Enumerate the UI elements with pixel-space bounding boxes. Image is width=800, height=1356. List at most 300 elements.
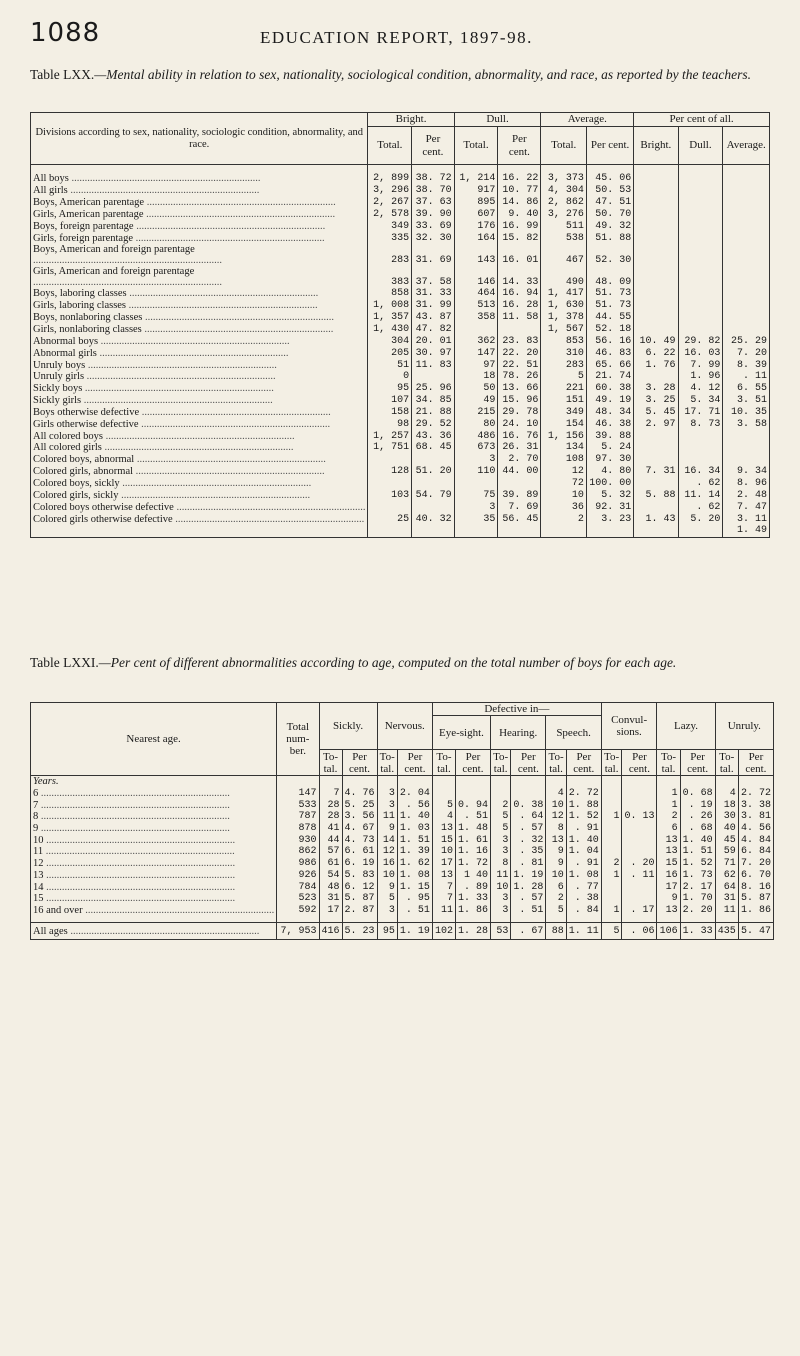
cell-b-tot: 95: [368, 383, 412, 395]
cell-n-t: 5: [377, 893, 397, 905]
cell-b-pc: [412, 525, 455, 537]
cell-p-b: 3. 28: [634, 383, 678, 395]
cell-c-p: [622, 893, 657, 905]
cell-u-t: 62: [715, 870, 738, 882]
cell-b-pc: 29. 52: [412, 418, 455, 430]
cell-a-pc: [586, 525, 633, 537]
cell-p-a: 25. 29: [723, 335, 770, 347]
cell-d-pc: 78. 26: [498, 371, 541, 383]
cell-d-pc: 2. 70: [498, 454, 541, 466]
table-lxxi-body: [31, 776, 774, 940]
cell-p-d: [678, 232, 723, 244]
cell-p-a: 1. 49: [723, 525, 770, 537]
table-row: [31, 395, 770, 407]
cell-a-tot: 221: [541, 383, 586, 395]
cell-h-p: 1. 28: [511, 881, 546, 893]
cell-u-p: 5. 47: [738, 923, 773, 940]
cell-h-p: [511, 788, 546, 800]
cell-p-d: 29. 82: [678, 335, 723, 347]
cell-c-t: [601, 846, 622, 858]
cell-d-tot: 358: [454, 312, 498, 324]
table-row: [31, 407, 770, 419]
table-row: [31, 513, 770, 525]
cell-s-p: 5. 25: [342, 799, 377, 811]
cell-s-t: 41: [319, 823, 342, 835]
cell-b-tot: [368, 501, 412, 513]
cell-a-tot: 1, 378: [541, 312, 586, 324]
cell-p-a: [723, 300, 770, 312]
col-per-cent-of-all: Per cent of all.: [634, 113, 770, 127]
cell-p-a: 3. 11: [723, 513, 770, 525]
cell-d-pc: 16. 99: [498, 220, 541, 232]
cell-d-pc: 44. 00: [498, 466, 541, 478]
cell-e-p: 1 40: [455, 870, 490, 882]
cell-b-tot: 1, 357: [368, 312, 412, 324]
table-row: [31, 324, 770, 336]
cell-u-t: 30: [715, 811, 738, 823]
age-label: 9 .....: [31, 823, 277, 835]
cell-p-d: 11. 14: [678, 489, 723, 501]
cell-c-t: 1: [601, 870, 622, 882]
cell-p-a: [723, 288, 770, 300]
cell-b-pc: 54. 79: [412, 489, 455, 501]
cell-u-p: 3. 38: [738, 799, 773, 811]
cell-s-t: 61: [319, 858, 342, 870]
cell-p-a: 3. 58: [723, 418, 770, 430]
cell-n-p: 1. 03: [397, 823, 432, 835]
cell-n: 862: [277, 846, 319, 858]
cell-d-pc: 7. 69: [498, 501, 541, 513]
cell-p-a: 10. 35: [723, 407, 770, 419]
cell-u-p: 8. 16: [738, 881, 773, 893]
cell-l-t: 1: [657, 788, 680, 800]
cell-sp-t: 10: [546, 799, 566, 811]
cell-b-pc: 30. 97: [412, 347, 455, 359]
row-label: All boys .....: [31, 173, 368, 185]
cell-p-a: [723, 173, 770, 185]
years-label: Years.: [31, 776, 277, 788]
cell-b-pc: 31. 33: [412, 288, 455, 300]
cell-d-tot: [454, 324, 498, 336]
cell-p-d: [678, 324, 723, 336]
cell-s-p: 5. 87: [342, 893, 377, 905]
cell-n-t: 10: [377, 870, 397, 882]
cell-p-b: [634, 478, 678, 490]
table-row: [31, 185, 770, 197]
cell-b-tot: 2, 899: [368, 173, 412, 185]
cell-sp-p: 1. 08: [566, 870, 601, 882]
cell-l-t: 16: [657, 870, 680, 882]
cell-c-t: 1: [601, 811, 622, 823]
cell-b-pc: 34. 85: [412, 395, 455, 407]
cell-p-b: [634, 185, 678, 197]
cell-c-t: [601, 799, 622, 811]
cell-a-tot: 1, 630: [541, 300, 586, 312]
cell-sp-p: 1. 11: [566, 923, 601, 940]
cell-sp-p: 1. 04: [566, 846, 601, 858]
cell-p-b: 3. 25: [634, 395, 678, 407]
table-lxx: [30, 112, 770, 538]
cell-d-pc: 10. 77: [498, 185, 541, 197]
cell-p-d: [678, 442, 723, 454]
cell-p-b: [634, 173, 678, 185]
cell-b-pc: [412, 454, 455, 466]
cell-d-tot: 464: [454, 288, 498, 300]
cell-p-d: [678, 173, 723, 185]
col-sickly: Sickly.: [319, 703, 377, 750]
cell-e-p: 1. 33: [455, 893, 490, 905]
cell-p-b: 2. 97: [634, 418, 678, 430]
cell-p-d: [678, 197, 723, 209]
cell-a-pc: 51. 73: [586, 288, 633, 300]
cell-p-a: [723, 430, 770, 442]
age-label: 15 .....: [31, 893, 277, 905]
cell-e-t: 11: [432, 905, 455, 917]
cell-s-p: 6. 12: [342, 881, 377, 893]
col-per-cent: Per cent.: [622, 750, 657, 776]
cell-p-a: [723, 442, 770, 454]
cell-a-tot: 108: [541, 454, 586, 466]
table1-title-lead: Table LXX.: [30, 67, 95, 82]
cell-d-tot: 18: [454, 371, 498, 383]
col-total: To-tal.: [601, 750, 622, 776]
row-label: Abnormal girls .....: [31, 347, 368, 359]
table-row: [31, 788, 774, 800]
cell-p-a: [723, 324, 770, 336]
cell-n: 533: [277, 799, 319, 811]
cell-e-t: 17: [432, 858, 455, 870]
cell-e-p: 1. 72: [455, 858, 490, 870]
cell-a-tot: 134: [541, 442, 586, 454]
cell-d-tot: 164: [454, 232, 498, 244]
table-row: [31, 244, 770, 266]
row-label: Abnormal boys .....: [31, 335, 368, 347]
age-label: 16 and over .....: [31, 905, 277, 917]
cell-d-tot: 147: [454, 347, 498, 359]
cell-p-b: [634, 312, 678, 324]
cell-sp-p: . 91: [566, 823, 601, 835]
cell-s-p: 4. 67: [342, 823, 377, 835]
cell-d-tot: 215: [454, 407, 498, 419]
cell-p-a: 6. 55: [723, 383, 770, 395]
cell-n: 926: [277, 870, 319, 882]
cell-a-pc: 5. 32: [586, 489, 633, 501]
cell-s-t: 54: [319, 870, 342, 882]
running-head: EDUCATION REPORT, 1897-98.: [260, 28, 533, 47]
table-row: [31, 383, 770, 395]
col-total: To-tal.: [490, 750, 510, 776]
cell-h-p: . 57: [511, 823, 546, 835]
cell-p-d: . 62: [678, 478, 723, 490]
cell-l-p: 1. 52: [680, 858, 715, 870]
col-bright: Bright.: [368, 113, 454, 127]
cell-d-pc: 39. 89: [498, 489, 541, 501]
cell-a-pc: 52. 30: [586, 244, 633, 266]
cell-h-p: . 67: [511, 923, 546, 940]
cell-a-tot: [541, 525, 586, 537]
cell-h-t: 5: [490, 823, 510, 835]
cell-c-t: 5: [601, 923, 622, 940]
cell-a-tot: 511: [541, 220, 586, 232]
table-row: [31, 811, 774, 823]
cell-h-t: 3: [490, 893, 510, 905]
cell-b-pc: 37. 63: [412, 197, 455, 209]
cell-l-t: 13: [657, 905, 680, 917]
cell-h-t: 3: [490, 846, 510, 858]
cell-p-b: [634, 324, 678, 336]
cell-b-pc: 11. 83: [412, 359, 455, 371]
table2-title: [30, 654, 760, 671]
cell-n-p: 1. 39: [397, 846, 432, 858]
cell-a-pc: 49. 19: [586, 395, 633, 407]
cell-b-pc: 32. 30: [412, 232, 455, 244]
cell-s-t: 7: [319, 788, 342, 800]
cell-e-t: 7: [432, 881, 455, 893]
cell-e-p: 1. 86: [455, 905, 490, 917]
cell-l-p: 1. 51: [680, 846, 715, 858]
table-row: [31, 312, 770, 324]
cell-a-tot: 349: [541, 407, 586, 419]
age-label: 11 .....: [31, 846, 277, 858]
cell-n: 592: [277, 905, 319, 917]
cell-a-pc: 48. 34: [586, 407, 633, 419]
cell-l-t: 6: [657, 823, 680, 835]
cell-d-tot: 80: [454, 418, 498, 430]
table-row: [31, 489, 770, 501]
cell-s-p: 5. 83: [342, 870, 377, 882]
table-row: [31, 220, 770, 232]
col-bright-total: Total.: [368, 127, 412, 165]
cell-d-tot: 49: [454, 395, 498, 407]
col-defective-in: Defective in—: [432, 703, 601, 716]
cell-sp-t: 5: [546, 905, 566, 917]
col-average: Average.: [541, 113, 634, 127]
cell-a-pc: 56. 16: [586, 335, 633, 347]
cell-b-pc: 33. 69: [412, 220, 455, 232]
cell-b-tot: 128: [368, 466, 412, 478]
cell-b-tot: 858: [368, 288, 412, 300]
cell-sp-t: 8: [546, 823, 566, 835]
cell-d-tot: 97: [454, 359, 498, 371]
row-label: Boys, American and foreign parentage .....: [31, 244, 368, 266]
cell-p-d: [678, 185, 723, 197]
cell-b-tot: 3, 296: [368, 185, 412, 197]
cell-a-pc: 92. 31: [586, 501, 633, 513]
cell-u-p: 2. 72: [738, 788, 773, 800]
table-row: [31, 300, 770, 312]
cell-sp-t: 9: [546, 846, 566, 858]
cell-u-t: 435: [715, 923, 738, 940]
cell-a-tot: 1, 567: [541, 324, 586, 336]
cell-e-t: 13: [432, 823, 455, 835]
cell-p-d: 16. 34: [678, 466, 723, 478]
row-label: Colored boys otherwise defective .....: [31, 501, 368, 513]
cell-s-p: 4. 73: [342, 834, 377, 846]
cell-c-p: . 11: [622, 870, 657, 882]
table-lxxi: [30, 702, 774, 940]
cell-p-d: [678, 288, 723, 300]
cell-p-b: 7. 31: [634, 466, 678, 478]
cell-sp-p: 1. 52: [566, 811, 601, 823]
page-header: [30, 18, 730, 58]
cell-u-p: 6. 84: [738, 846, 773, 858]
cell-n-t: 16: [377, 858, 397, 870]
cell-a-tot: 2: [541, 513, 586, 525]
cell-h-p: 1. 19: [511, 870, 546, 882]
cell-b-pc: 39. 90: [412, 209, 455, 221]
col-total: To-tal.: [657, 750, 680, 776]
cell-b-tot: 158: [368, 407, 412, 419]
cell-sp-t: 9: [546, 858, 566, 870]
cell-p-d: . 62: [678, 501, 723, 513]
table-row: [31, 197, 770, 209]
cell-u-t: 31: [715, 893, 738, 905]
cell-d-tot: 176: [454, 220, 498, 232]
cell-b-tot: 283: [368, 244, 412, 266]
cell-d-pc: 16. 28: [498, 300, 541, 312]
cell-a-pc: 60. 38: [586, 383, 633, 395]
cell-n-p: . 56: [397, 799, 432, 811]
row-label: Girls, foreign parentage .....: [31, 232, 368, 244]
cell-p-d: 7. 99: [678, 359, 723, 371]
cell-p-a: [723, 197, 770, 209]
cell-sp-t: 4: [546, 788, 566, 800]
cell-l-p: . 26: [680, 811, 715, 823]
cell-u-t: 71: [715, 858, 738, 870]
cell-d-pc: [498, 525, 541, 537]
cell-p-d: 1. 96: [678, 371, 723, 383]
cell-l-t: 17: [657, 881, 680, 893]
cell-c-p: [622, 823, 657, 835]
cell-h-t: 53: [490, 923, 510, 940]
cell-p-d: [678, 220, 723, 232]
cell-b-pc: 51. 20: [412, 466, 455, 478]
cell-p-d: 16. 03: [678, 347, 723, 359]
cell-a-pc: 46. 83: [586, 347, 633, 359]
cell-b-pc: 31. 69: [412, 244, 455, 266]
cell-h-p: . 32: [511, 834, 546, 846]
cell-d-pc: 14. 86: [498, 197, 541, 209]
cell-d-pc: 29. 78: [498, 407, 541, 419]
table-row: [31, 466, 770, 478]
age-label: 8 .....: [31, 811, 277, 823]
cell-sp-p: 1. 40: [566, 834, 601, 846]
cell-e-t: 15: [432, 834, 455, 846]
cell-p-a: [723, 454, 770, 466]
cell-sp-t: 88: [546, 923, 566, 940]
cell-d-pc: 26. 31: [498, 442, 541, 454]
cell-h-p: 0. 38: [511, 799, 546, 811]
col-dull: Dull.: [454, 113, 541, 127]
row-label: Girls, American parentage .....: [31, 209, 368, 221]
cell-d-pc: [498, 324, 541, 336]
col-dull-total: Total.: [454, 127, 498, 165]
cell-p-d: 4. 12: [678, 383, 723, 395]
cell-n-p: 1. 19: [397, 923, 432, 940]
cell-u-p: 4. 84: [738, 834, 773, 846]
cell-b-tot: [368, 478, 412, 490]
cell-s-t: 17: [319, 905, 342, 917]
cell-h-t: 10: [490, 881, 510, 893]
table-row: [31, 478, 770, 490]
row-label: Colored girls otherwise defective .....: [31, 513, 368, 525]
cell-d-tot: 146: [454, 266, 498, 288]
cell-a-tot: 1, 417: [541, 288, 586, 300]
cell-p-a: 8. 96: [723, 478, 770, 490]
cell-e-t: 102: [432, 923, 455, 940]
cell-sp-t: 10: [546, 870, 566, 882]
table-row: [31, 799, 774, 811]
cell-d-pc: 16. 01: [498, 244, 541, 266]
cell-c-t: [601, 823, 622, 835]
cell-n: 147: [277, 788, 319, 800]
row-label: Girls, American and foreign parentage .....: [31, 266, 368, 288]
cell-h-t: 2: [490, 799, 510, 811]
cell-l-t: 13: [657, 834, 680, 846]
col-total: To-tal.: [377, 750, 397, 776]
cell-d-pc: 15. 96: [498, 395, 541, 407]
cell-b-pc: 25. 96: [412, 383, 455, 395]
cell-d-pc: 16. 22: [498, 173, 541, 185]
cell-sp-p: . 38: [566, 893, 601, 905]
cell-a-pc: 21. 74: [586, 371, 633, 383]
cell-e-p: 1. 61: [455, 834, 490, 846]
row-label: Girls, laboring classes .....: [31, 300, 368, 312]
cell-e-t: 5: [432, 799, 455, 811]
total-row: [31, 923, 774, 940]
cell-l-p: . 68: [680, 823, 715, 835]
cell-h-t: 3: [490, 905, 510, 917]
cell-a-pc: 52. 18: [586, 324, 633, 336]
col-pc-average: Average.: [723, 127, 770, 165]
cell-e-p: 1. 48: [455, 823, 490, 835]
cell-d-tot: 110: [454, 466, 498, 478]
cell-u-t: 40: [715, 823, 738, 835]
cell-b-tot: 0: [368, 371, 412, 383]
row-label: Unruly girls .....: [31, 371, 368, 383]
cell-l-p: 2. 17: [680, 881, 715, 893]
cell-p-a: 2. 48: [723, 489, 770, 501]
cell-n-p: 2. 04: [397, 788, 432, 800]
row-label: Sickly girls .....: [31, 395, 368, 407]
cell-p-b: [634, 454, 678, 466]
cell-p-d: [678, 525, 723, 537]
table2-title-text: —Per cent of different abnormalities according to age, computed on the total number of boys for each age.: [98, 655, 677, 670]
cell-c-p: . 17: [622, 905, 657, 917]
table-row: [31, 430, 770, 442]
cell-b-tot: [368, 454, 412, 466]
row-label: Colored girls, sickly .....: [31, 489, 368, 501]
cell-sp-t: 6: [546, 881, 566, 893]
row-label: Boys, nonlaboring classes .....: [31, 312, 368, 324]
cell-p-b: [634, 244, 678, 266]
cell-sp-t: 12: [546, 811, 566, 823]
cell-p-b: 1. 43: [634, 513, 678, 525]
row-label: All girls .....: [31, 185, 368, 197]
col-total: To-tal.: [715, 750, 738, 776]
age-label: 14 .....: [31, 881, 277, 893]
cell-a-tot: 1, 156: [541, 430, 586, 442]
cell-u-p: 3. 81: [738, 811, 773, 823]
cell-h-p: . 35: [511, 846, 546, 858]
cell-d-pc: 22. 20: [498, 347, 541, 359]
cell-p-a: [723, 232, 770, 244]
cell-sp-t: 13: [546, 834, 566, 846]
cell-l-p: 0. 68: [680, 788, 715, 800]
cell-d-pc: 23. 83: [498, 335, 541, 347]
cell-u-p: 7. 20: [738, 858, 773, 870]
cell-b-tot: 51: [368, 359, 412, 371]
